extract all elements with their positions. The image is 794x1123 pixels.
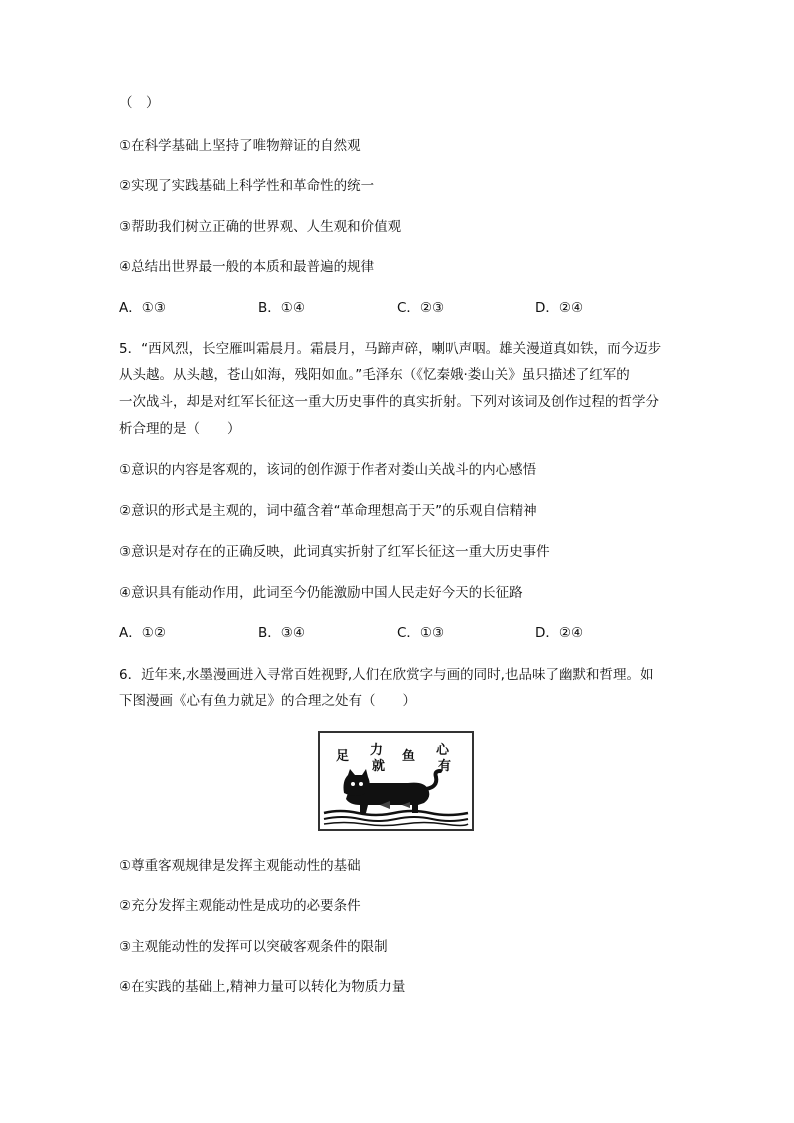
q5-option-d: D．②④ xyxy=(535,625,584,641)
q6-item-1: ①尊重客观规律是发挥主观能动性的基础 xyxy=(119,858,361,874)
q5-item-3: ③意识是对存在的正确反映，此词真实折射了红军长征这一重大历史事件 xyxy=(119,544,550,560)
q4-option-d: D．②④ xyxy=(535,300,584,316)
ground-line-icon xyxy=(324,817,468,821)
q4-item-3: ③帮助我们树立正确的世界观、人生观和价值观 xyxy=(119,219,402,235)
ground-line-icon xyxy=(324,823,468,826)
q5-option-b: B．③④ xyxy=(258,625,305,641)
cartoon-char-zu: 足 xyxy=(336,749,350,764)
q5-options xyxy=(119,623,679,643)
q4-option-b: B．①④ xyxy=(258,300,305,316)
cartoon-drawing xyxy=(320,733,472,829)
q5-stem-line-4: 析合理的是（ ） xyxy=(119,421,241,437)
q5-item-1: ①意识的内容是客观的，该词的创作源于作者对娄山关战斗的内心感悟 xyxy=(119,462,537,478)
cartoon-char-li: 力 xyxy=(370,743,384,758)
cartoon-char-xin: 心 xyxy=(436,743,450,758)
cat-tail-icon xyxy=(426,771,440,789)
q5-stem-line-3: 一次战斗，却是对红军长征这一重大历史事件的真实折射。下列对该词及创作过程的哲学分 xyxy=(119,394,659,410)
q5-option-c: C．①③ xyxy=(397,625,445,641)
q6-item-3: ③主观能动性的发挥可以突破客观条件的限制 xyxy=(119,939,388,955)
q4-item-4: ④总结出世界最一般的本质和最普遍的规律 xyxy=(119,259,375,275)
q4-item-2: ②实现了实践基础上科学性和革命性的统一 xyxy=(119,178,375,194)
q6-item-4: ④在实践的基础上,精神力量可以转化为物质力量 xyxy=(119,979,406,995)
q4-paren: （ ） xyxy=(119,95,160,111)
q6-stem-line-1: 6．近年来,水墨漫画进入寻常百姓视野,人们在欣赏字与画的同时,也品味了幽默和哲理。如 xyxy=(119,667,654,683)
q6-stem-line-2: 下图漫画《心有鱼力就足》的合理之处有（ ） xyxy=(119,693,416,709)
q5-item-4: ④意识具有能动作用，此词至今仍能激励中国人民走好今天的长征路 xyxy=(119,585,523,601)
cartoon-image xyxy=(318,731,474,831)
cat-head-icon xyxy=(344,769,370,796)
q4-item-1: ①在科学基础上坚持了唯物辩证的自然观 xyxy=(119,138,361,154)
q5-stem-line-2: 从头越。从头越，苍山如海，残阳如血。”毛泽东（《忆秦娥·娄山关》虽只描述了红军的 xyxy=(119,367,630,383)
q4-options xyxy=(119,298,679,318)
q6-item-2: ②充分发挥主观能动性是成功的必要条件 xyxy=(119,898,361,914)
ground-line-icon xyxy=(324,811,468,815)
q5-stem-line-1: 5．“西风烈，长空雁叫霜晨月。霜晨月，马蹄声碎，喇叭声咽。雄关漫道真如铁，而今迈步 xyxy=(119,341,662,357)
q4-option-c: C．②③ xyxy=(397,300,445,316)
q5-item-2: ②意识的形式是主观的，词中蕴含着“革命理想高于天”的乐观自信精神 xyxy=(119,503,537,519)
cartoon-char-you: 有 xyxy=(438,759,452,774)
q4-option-a: A．①③ xyxy=(119,300,166,316)
q5-option-a: A．①② xyxy=(119,625,166,641)
cartoon-char-yu: 鱼 xyxy=(402,749,416,764)
cartoon-char-jiu: 就 xyxy=(372,759,386,774)
cat-eye-icon xyxy=(351,782,355,786)
cat-eye-icon xyxy=(359,782,363,786)
